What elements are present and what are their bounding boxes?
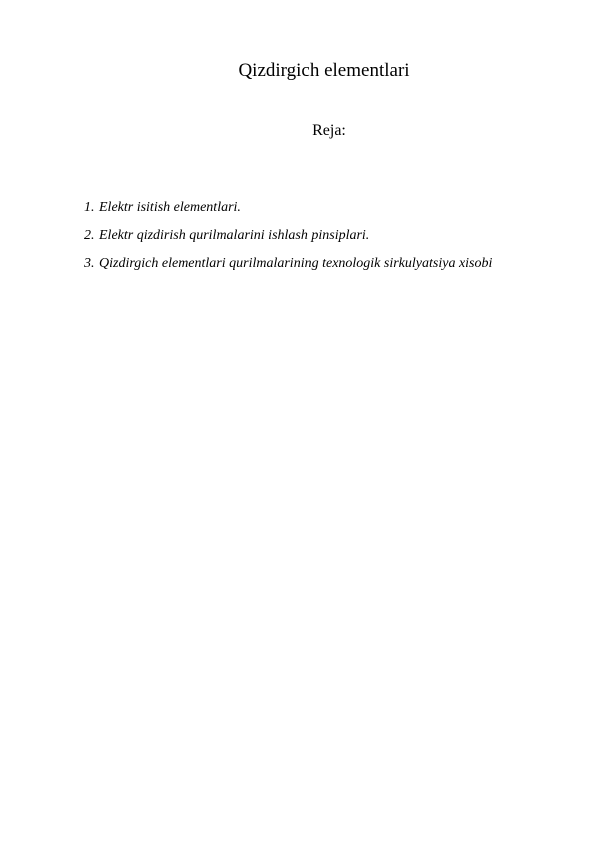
plan-heading: Reja: — [312, 122, 346, 139]
list-item-number: 3. — [84, 256, 95, 271]
plan-list — [84, 198, 564, 282]
list-item — [84, 254, 564, 274]
list-item-text: Qizdirgich elementlari qurilmalarining texnologik sirkulyatsiya xisobi — [99, 256, 493, 271]
list-item — [84, 226, 564, 246]
list-item — [84, 198, 564, 218]
list-item-number: 2. — [84, 228, 95, 243]
list-item-text: Elektr qizdirish qurilmalarini ishlash pinsiplari. — [99, 228, 370, 243]
list-item-text: Elektr isitish elementlari. — [99, 200, 241, 215]
list-item-number: 1. — [84, 200, 95, 215]
document-title: Qizdirgich elementlari — [238, 60, 410, 81]
